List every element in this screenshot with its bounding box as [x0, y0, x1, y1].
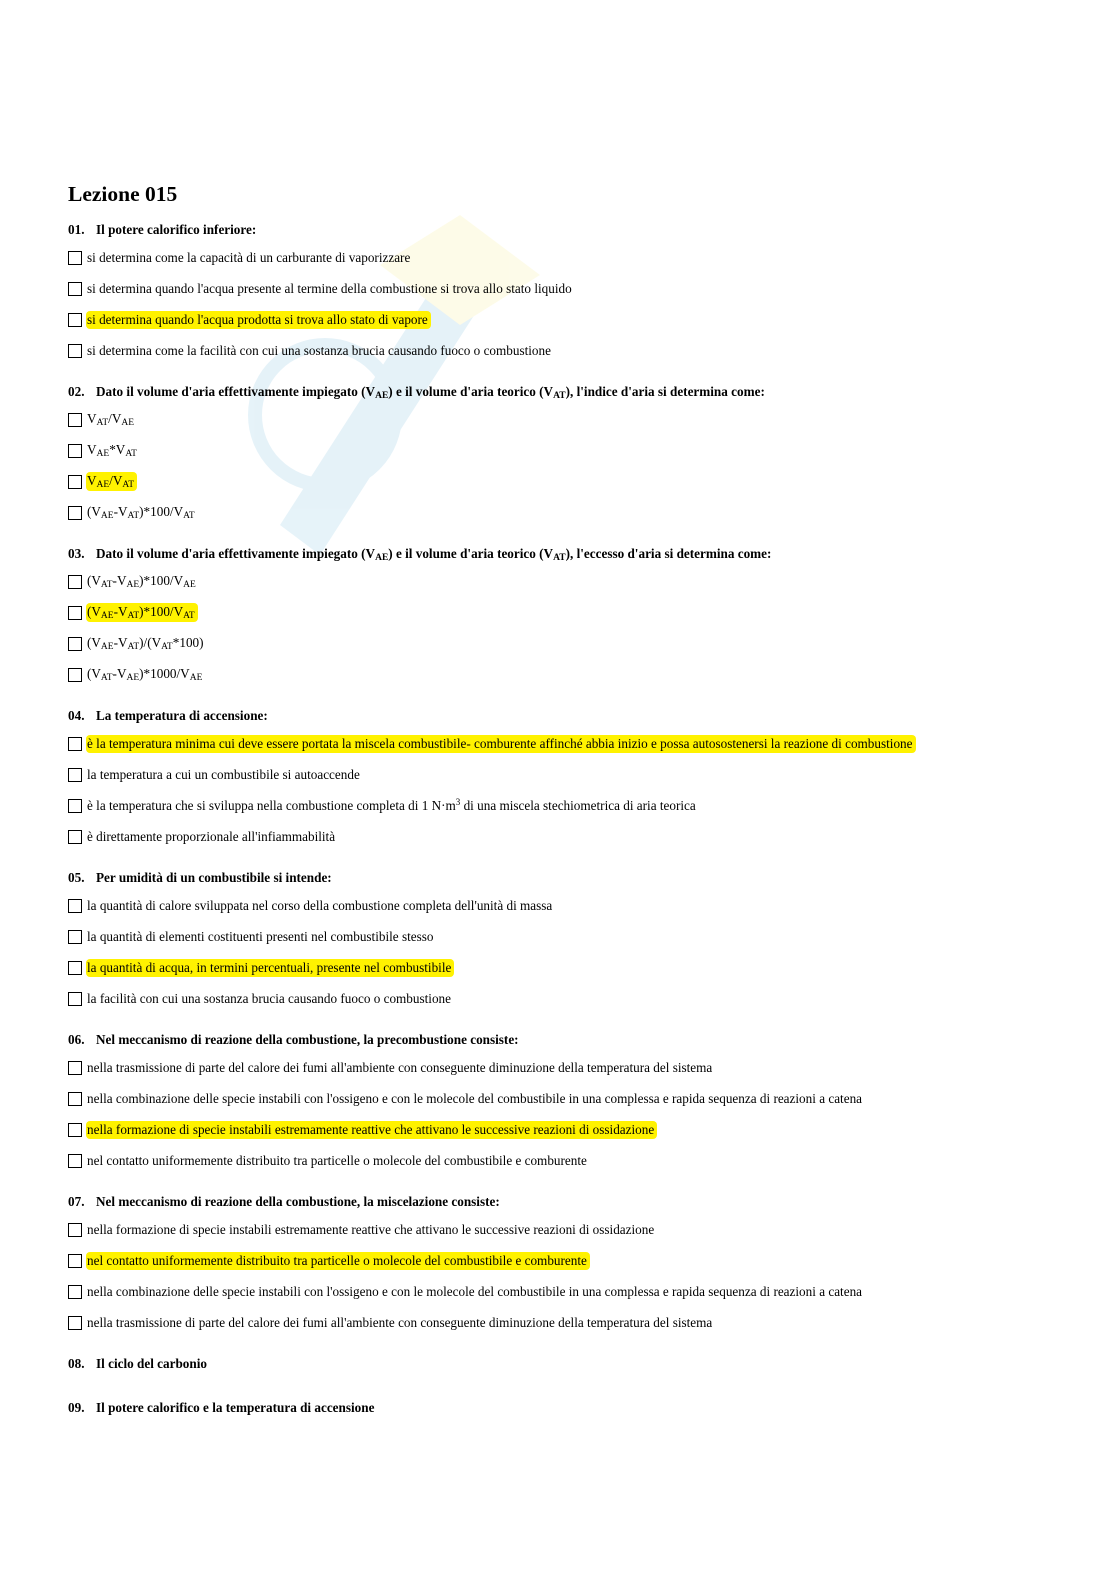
answer-text — [86, 572, 199, 591]
question-08 — [68, 1352, 1058, 1376]
answer-option[interactable] — [68, 759, 1058, 790]
answer-text — [86, 665, 205, 684]
answer-checkbox[interactable] — [68, 961, 82, 975]
question-number: 05. — [68, 870, 85, 885]
question-label: Il potere calorifico e la temperatura di accensione — [96, 1400, 375, 1415]
answer-checkbox[interactable] — [68, 899, 82, 913]
answer-checkbox[interactable] — [68, 992, 82, 1006]
subscript: AT — [553, 553, 566, 563]
answer-checkbox[interactable] — [68, 606, 82, 620]
formula-part: -V — [113, 604, 128, 619]
answer-checkbox[interactable] — [68, 282, 82, 296]
subscript: AT — [127, 642, 140, 652]
answer-checkbox[interactable] — [68, 930, 82, 944]
formula-part: *V — [109, 442, 126, 457]
question-text — [68, 704, 1058, 728]
question-number: 01. — [68, 222, 85, 237]
answer-checkbox[interactable] — [68, 799, 82, 813]
question-01 — [68, 218, 1058, 366]
answer-option[interactable] — [68, 273, 1058, 304]
question-06 — [68, 1028, 1058, 1176]
question-text — [68, 1190, 1058, 1214]
answer-text-highlighted: la quantità di acqua, in termini percentuali, presente nel combustibile — [86, 959, 454, 977]
formula-part: -V — [112, 666, 127, 681]
answer-option[interactable] — [68, 1307, 1058, 1338]
answer-option[interactable] — [68, 404, 1058, 435]
answer-checkbox[interactable] — [68, 444, 82, 458]
answer-text-highlighted — [86, 472, 137, 491]
answer-text: nella trasmissione di parte del calore dei fumi all'ambiente con conseguente diminuzione della temperatura del sistema — [87, 1314, 713, 1330]
answer-checkbox[interactable] — [68, 1123, 82, 1137]
answer-text: nella trasmissione di parte del calore dei fumi all'ambiente con conseguente diminuzione della temperatura del sistema — [87, 1059, 713, 1075]
answer-option-correct[interactable] — [68, 1114, 1058, 1145]
formula-part: (V — [87, 573, 101, 588]
formula-part: )*100/V — [139, 604, 184, 619]
question-number: 08. — [68, 1356, 85, 1371]
answer-option[interactable] — [68, 242, 1058, 273]
question-number: 04. — [68, 708, 85, 723]
formula-part: V — [87, 411, 97, 426]
answer-option[interactable] — [68, 983, 1058, 1014]
answer-text: nel contatto uniformemente distribuito tra particelle o molecole del combustibile e comburente — [87, 1152, 587, 1168]
answer-text: nella combinazione delle specie instabili con l'ossigeno e con le molecole del combustibile in una complessa e rapida sequenza di reazioni a catena — [87, 1090, 863, 1106]
answer-option[interactable] — [68, 335, 1058, 366]
subscript: AE — [126, 673, 140, 683]
answer-option[interactable] — [68, 435, 1058, 466]
subscript: AE — [96, 449, 110, 459]
question-text — [68, 866, 1058, 890]
answer-option[interactable] — [68, 566, 1058, 597]
answer-text — [86, 634, 207, 653]
formula-part: -V — [113, 635, 128, 650]
answer-checkbox[interactable] — [68, 1154, 82, 1168]
answer-option-correct[interactable] — [68, 1245, 1058, 1276]
question-text — [68, 1028, 1058, 1052]
subscript: AT — [96, 418, 109, 428]
question-label: Nel meccanismo di reazione della combustione, la precombustione consiste: — [96, 1032, 519, 1047]
subscript: AE — [375, 391, 389, 401]
formula-part: (V — [87, 666, 101, 681]
answer-checkbox[interactable] — [68, 1092, 82, 1106]
answer-text-part: è la temperatura che si sviluppa nella combustione completa di 1 N·m — [87, 798, 456, 813]
subscript: AE — [100, 642, 114, 652]
answer-option[interactable] — [68, 921, 1058, 952]
question-text — [68, 1396, 1058, 1420]
answer-option[interactable] — [68, 1276, 1058, 1307]
formula-part: )*100/V — [139, 573, 184, 588]
formula-part: /V — [109, 473, 123, 488]
answer-option[interactable] — [68, 790, 1058, 821]
answer-option[interactable] — [68, 1145, 1058, 1176]
formula-part: V — [87, 442, 97, 457]
answer-text: si determina quando l'acqua presente al termine della combustione si trova allo stato liquido — [87, 280, 572, 296]
answer-text — [86, 796, 699, 815]
answer-text: si determina come la facilità con cui una sostanza brucia causando fuoco o combustione — [87, 342, 551, 358]
question-number: 06. — [68, 1032, 85, 1047]
answer-option-correct[interactable] — [68, 466, 1058, 497]
question-label-part: ), l'indice d'aria si determina come: — [565, 384, 765, 399]
question-03 — [68, 542, 1058, 690]
answer-text: si determina come la capacità di un carburante di vaporizzare — [87, 249, 411, 265]
answer-checkbox[interactable] — [68, 506, 82, 520]
answer-checkbox[interactable] — [68, 413, 82, 427]
question-05 — [68, 866, 1058, 1014]
question-label-part: ) e il volume d'aria teorico (V — [388, 384, 554, 399]
answer-checkbox[interactable] — [68, 768, 82, 782]
answer-text-highlighted: nella formazione di specie instabili estremamente reattive che attivano le successive reazioni di ossidazione — [86, 1121, 657, 1139]
formula-part: /V — [108, 411, 122, 426]
question-text — [68, 1352, 1058, 1376]
question-02 — [68, 380, 1058, 528]
answer-text-highlighted: è la temperatura minima cui deve essere portata la miscela combustibile- comburente affinché abbia inizio e possa autosostenersi la reazione di combustione — [86, 735, 916, 753]
answer-option-correct[interactable] — [68, 728, 1058, 759]
formula-part: *100) — [172, 635, 204, 650]
answer-option-correct[interactable] — [68, 597, 1058, 628]
answer-option[interactable] — [68, 1052, 1058, 1083]
question-text — [68, 218, 1058, 242]
answer-checkbox[interactable] — [68, 1223, 82, 1237]
answer-checkbox[interactable] — [68, 475, 82, 489]
answer-text: la quantità di calore sviluppata nel corso della combustione completa dell'unità di massa — [87, 897, 553, 913]
answer-text: la temperatura a cui un combustibile si autoaccende — [87, 766, 360, 782]
subscript: AT — [100, 673, 113, 683]
formula-part: )/(V — [139, 635, 162, 650]
formula-part: (V — [87, 635, 101, 650]
answer-checkbox[interactable] — [68, 1316, 82, 1330]
answer-text — [86, 441, 140, 460]
superscript: 3 — [455, 797, 461, 807]
answer-checkbox[interactable] — [68, 668, 82, 682]
subscript: AE — [375, 553, 389, 563]
answer-text: nella combinazione delle specie instabili con l'ossigeno e con le molecole del combustibile in una complessa e rapida sequenza di reazioni a catena — [87, 1283, 863, 1299]
subscript: AE — [121, 418, 135, 428]
question-label-part: Dato il volume d'aria effettivamente impiegato (V — [96, 384, 376, 399]
formula-part: -V — [112, 573, 127, 588]
subscript: AT — [161, 642, 173, 652]
subscript: AE — [189, 673, 203, 683]
question-text — [68, 542, 1058, 566]
formula-part: (V — [87, 604, 101, 619]
question-label-part: Dato il volume d'aria effettivamente impiegato (V — [96, 546, 376, 561]
answer-option[interactable] — [68, 821, 1058, 852]
subscript: AE — [100, 611, 114, 621]
answer-option-correct[interactable] — [68, 952, 1058, 983]
answer-option[interactable] — [68, 1214, 1058, 1245]
answer-checkbox[interactable] — [68, 830, 82, 844]
question-label-part: ) e il volume d'aria teorico (V — [388, 546, 554, 561]
formula-part: V — [87, 473, 97, 488]
answer-text: è direttamente proporzionale all'infiammabilità — [87, 828, 336, 844]
answer-checkbox[interactable] — [68, 251, 82, 265]
question-number: 02. — [68, 384, 85, 399]
formula-part: )*100/V — [139, 504, 184, 519]
subscript: AT — [100, 580, 113, 590]
question-number: 09. — [68, 1400, 85, 1415]
answer-checkbox[interactable] — [68, 313, 82, 327]
question-label-part: ), l'eccesso d'aria si determina come: — [565, 546, 772, 561]
formula-part: )*1000/V — [139, 666, 190, 681]
subscript: AT — [553, 391, 566, 401]
answer-option[interactable] — [68, 890, 1058, 921]
formula-part: -V — [113, 504, 128, 519]
subscript: AT — [183, 611, 195, 621]
answer-option[interactable] — [68, 628, 1058, 659]
question-09 — [68, 1396, 1058, 1420]
subscript: AT — [183, 511, 195, 521]
answer-text: la facilità con cui una sostanza brucia causando fuoco o combustione — [87, 990, 451, 1006]
answer-option[interactable] — [68, 659, 1058, 690]
subscript: AT — [127, 511, 140, 521]
question-label: Il potere calorifico inferiore: — [96, 222, 257, 237]
answer-text — [86, 410, 137, 429]
subscript: AT — [127, 611, 140, 621]
answer-checkbox[interactable] — [68, 575, 82, 589]
answer-text — [86, 503, 198, 522]
answer-checkbox[interactable] — [68, 737, 82, 751]
answer-text-highlighted: si determina quando l'acqua prodotta si trova allo stato di vapore — [86, 311, 431, 329]
question-text — [68, 380, 1058, 404]
answer-text-highlighted — [86, 603, 198, 622]
answer-option[interactable] — [68, 497, 1058, 528]
question-label: La temperatura di accensione: — [96, 708, 268, 723]
question-07 — [68, 1190, 1058, 1338]
formula-part: (V — [87, 504, 101, 519]
answer-text-part: di una miscela stechiometrica di aria teorica — [460, 798, 696, 813]
subscript: AE — [183, 580, 196, 590]
subscript: AE — [126, 580, 140, 590]
answer-text: la quantità di elementi costituenti presenti nel combustibile stesso — [87, 928, 434, 944]
question-label: Il ciclo del carbonio — [96, 1356, 207, 1371]
answer-checkbox[interactable] — [68, 1254, 82, 1268]
answer-checkbox[interactable] — [68, 1061, 82, 1075]
answer-option-correct[interactable] — [68, 304, 1058, 335]
subscript: AT — [122, 480, 135, 490]
answer-text-highlighted: nel contatto uniformemente distribuito tra particelle o molecole del combustibile e comburente — [86, 1252, 590, 1270]
answer-option[interactable] — [68, 1083, 1058, 1114]
answer-checkbox[interactable] — [68, 637, 82, 651]
question-number: 03. — [68, 546, 85, 561]
question-label: Per umidità di un combustibile si intende: — [96, 870, 332, 885]
question-04 — [68, 704, 1058, 852]
subscript: AE — [96, 480, 110, 490]
subscript: AE — [100, 511, 114, 521]
subscript: AT — [125, 449, 137, 459]
answer-text: nella formazione di specie instabili estremamente reattive che attivano le successive reazioni di ossidazione — [87, 1221, 655, 1237]
lesson-title: Lezione 015 — [68, 182, 178, 206]
answer-checkbox[interactable] — [68, 1285, 82, 1299]
question-label: Nel meccanismo di reazione della combustione, la miscelazione consiste: — [96, 1194, 500, 1209]
question-number: 07. — [68, 1194, 85, 1209]
document-page — [68, 178, 1058, 1420]
answer-checkbox[interactable] — [68, 344, 82, 358]
